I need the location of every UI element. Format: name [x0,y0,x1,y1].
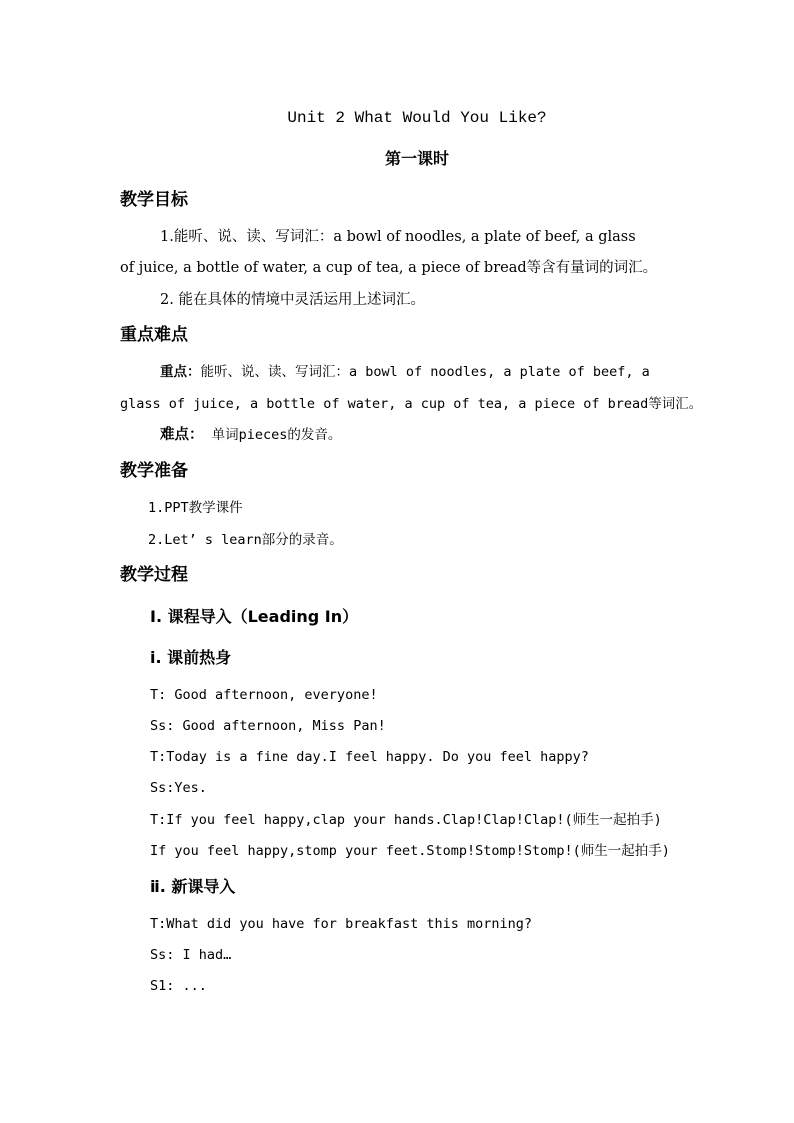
dialog-line: If you feel happy,stomp your feet.Stomp!Stomp!Stomp!(师生一起拍手) [150,843,670,859]
key-point-line-1 [160,362,650,382]
section-heading-key-points: 重点难点 [120,325,188,345]
section-heading-preparation: 教学准备 [120,461,188,481]
process-part-1-heading: Ⅰ. 课程导入（Leading In） [150,607,359,626]
key-point-line-2: glass of juice, a bottle of water, a cup of tea, a piece of bread等词汇。 [120,396,703,412]
preparation-item-1: 1.PPT教学课件 [148,500,243,516]
process-sub-1-heading: ⅰ. 课前热身 [150,648,232,667]
key-point-label: 重点： [160,364,201,380]
process-sub-2-heading: ⅱ. 新课导入 [150,877,236,896]
dialog-line: T: Good afternoon, everyone! [150,687,378,703]
dialog-line: S1: ... [150,978,207,994]
page-title: Unit 2 What Would You Like? [287,109,547,127]
objective-item-1-line-1: 1.能听、说、读、写词汇：a bowl of noodles, a plate of beef, a glass [160,229,636,245]
objective-item-1-line-2: of juice, a bottle of water, a cup of tea, a piece of bread等含有量词的词汇。 [120,260,658,276]
dialog-line: Ss: I had… [150,947,232,963]
dialog-line: Ss:Yes. [150,780,207,796]
dialog-line: T:If you feel happy,clap your hands.Clap!Clap!Clap!(师生一起拍手) [150,812,662,828]
difficult-point-line [160,425,341,445]
preparation-item-2: 2.Let’ s learn部分的录音。 [148,532,343,548]
section-heading-objectives: 教学目标 [120,190,188,210]
difficult-point-text: 单词pieces的发音。 [203,427,342,443]
key-point-text: 能听、说、读、写词汇：a bowl of noodles, a plate of beef, a [200,364,650,380]
section-heading-process: 教学过程 [120,565,188,585]
dialog-line: T:Today is a fine day.I feel happy. Do you feel happy? [150,749,589,765]
dialog-line: Ss: Good afternoon, Miss Pan! [150,718,386,734]
dialog-line: T:What did you have for breakfast this morning? [150,916,533,932]
lesson-subtitle: 第一课时 [384,149,449,168]
objective-item-2: 2. 能在具体的情境中灵活运用上述词汇。 [160,292,425,308]
difficult-point-label: 难点： [160,426,204,443]
